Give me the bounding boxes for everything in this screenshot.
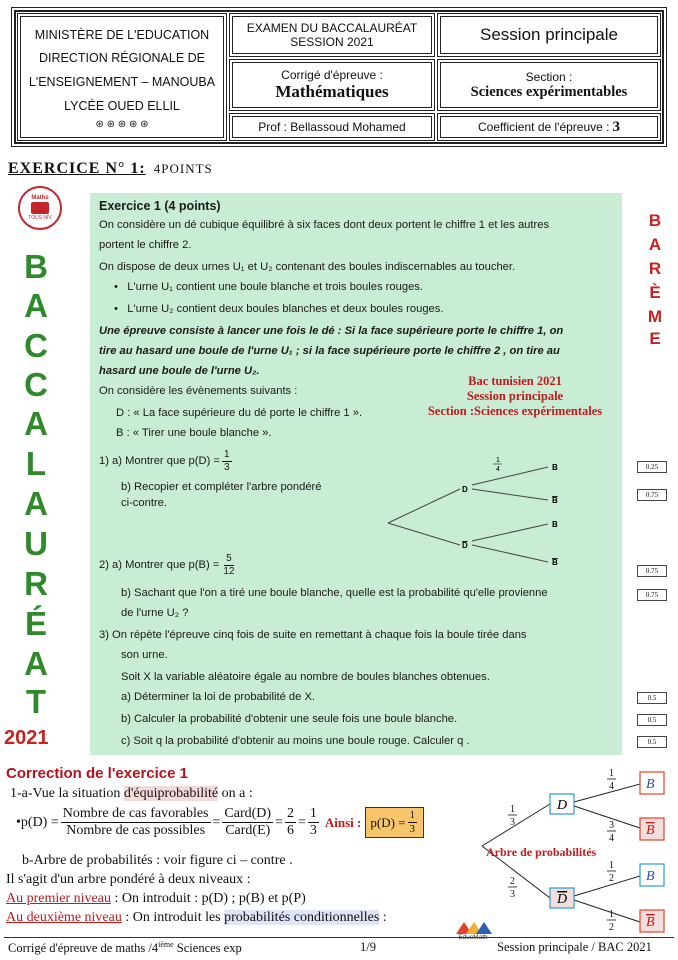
statement-p2: On dispose de deux urnes U₁ et U₂ contenant des boules indiscernables au toucher. — [99, 261, 516, 273]
footer-right: Session principale / BAC 2021 — [497, 940, 652, 954]
score-q2b: 0.75 — [637, 589, 667, 601]
p-dbar-num: 2 — [510, 876, 515, 887]
leaf-bbar-2-label: B — [646, 915, 655, 930]
tree-branch-dbar-bbar — [472, 545, 548, 562]
banner-year: 2021 — [4, 727, 49, 749]
statement-event-d: D : « La face supérieure du dé porte le chiffre 1 ». — [116, 407, 363, 419]
formula-den-2: Card(E) — [225, 823, 271, 839]
formula-den-3: 6 — [286, 823, 294, 839]
q2a-fraction — [221, 553, 236, 577]
direction-text-1: DIRECTION RÉGIONALE DE — [39, 51, 205, 66]
formula-lhs: •p(D) = — [16, 814, 59, 830]
question-1b-line2: ci-contre. — [121, 497, 168, 509]
branch-dbar-bbar — [574, 900, 640, 922]
node-d-label: D — [557, 798, 568, 813]
tree-node-dbar: D — [462, 541, 468, 550]
header-coef-cell — [440, 116, 658, 138]
banner-letter: A — [24, 405, 48, 442]
ministry-text: MINISTÈRE DE L'EDUCATION — [34, 27, 210, 42]
boxed-lhs: p(D) = — [370, 814, 406, 830]
line1a-prefix: 1-a-Vue la situation — [10, 786, 124, 801]
footer-divider — [4, 937, 674, 938]
statement-bullet-2: • L'urne U₂ contient deux boules blanches et deux boules rouges. — [114, 303, 444, 315]
header-section-cell — [440, 62, 658, 108]
question-1b-line1: b) Recopier et compléter l'arbre pondéré — [121, 481, 322, 493]
banner-letter: C — [24, 366, 48, 403]
formula-num-1: Nombre de cas favorables — [61, 806, 211, 823]
tree-branch-root-d — [388, 489, 460, 523]
q2a-den: 12 — [223, 565, 235, 577]
branch-d-b — [574, 784, 640, 802]
equiprobabilite-highlight: d'équiprobabilité — [123, 786, 219, 801]
banner-letter: T — [25, 683, 47, 720]
probability-tree — [478, 764, 678, 944]
stamp-line-3: Section :Sciences expérimentales — [427, 404, 603, 418]
exercise-statement-panel — [90, 193, 622, 755]
tree-leaf-bbar-1: B — [552, 496, 558, 505]
corrige-label: Corrigé d'épreuve : — [281, 68, 383, 82]
level2-end: : — [379, 910, 387, 925]
coef-value: 3 — [612, 118, 620, 135]
exam-title: EXAMEN DU BACCALAURÉAT — [246, 21, 418, 35]
statement-epreuve-3: hasard une boule de l'urne U₂. — [99, 365, 260, 377]
question-2b-line2: de l'urne U₂ ? — [121, 607, 189, 619]
statement-title: Exercice 1 (4 points) — [99, 199, 221, 213]
q1a-fraction — [222, 449, 232, 473]
statement-epreuve-1: Une épreuve consiste à lancer une fois le dé : Si la face supérieure porte le chiffre 1, on — [99, 325, 564, 337]
statement-p1b: portent le chiffre 2. — [99, 239, 192, 251]
bareme-letter: R — [648, 259, 662, 278]
formula-num-2: Card(D) — [222, 806, 273, 823]
school-text: LYCÉE OUED ELLIL — [64, 98, 180, 113]
banner-letter: R — [24, 565, 48, 602]
banner-letter: A — [24, 287, 48, 324]
p-d-den: 3 — [510, 817, 515, 828]
footer-page-number: 1/9 — [360, 940, 376, 954]
banner-letter: A — [24, 485, 48, 522]
question-3-line2: son urne. — [121, 649, 168, 661]
p-bbar-dbar-num: 1 — [609, 909, 614, 920]
boxed-frac — [408, 809, 418, 835]
tree-frac-den: 4 — [496, 466, 500, 473]
tree-leaf-b-2: B — [552, 520, 558, 529]
ainsi-label: Ainsi : — [324, 814, 362, 830]
direction-text-2: L'ENSEIGNEMENT – MANOUBA — [28, 75, 216, 89]
question-3c: c) Soit q la probabilité d'obtenir au moins une boule rouge. Calculer q . — [121, 735, 470, 747]
question-3a: a) Déterminer la loi de probabilité de X. — [121, 691, 316, 703]
question-3-line3: Soit X la variable aléatoire égale au nombre de boules blanches obtenues. — [121, 671, 490, 683]
node-dbar-label: D — [557, 892, 568, 907]
bullet-2-text: L'urne U₂ contient deux boules blanches et deux boules rouges. — [127, 303, 444, 315]
banner-letter: U — [24, 525, 48, 562]
equals-sign-3: = — [297, 814, 306, 830]
equals-sign-2: = — [275, 814, 283, 830]
header-ministry-cell — [20, 16, 224, 138]
formula-frac-2 — [222, 806, 273, 839]
prof-name: Prof : Bellassoud Mohamed — [258, 120, 406, 134]
tree-branch-root-dbar — [388, 523, 460, 545]
level2-label: Au deuxième niveau — [6, 910, 122, 925]
tree-branch-d-b — [472, 467, 548, 485]
footer-left-suffix: Sciences exp — [173, 941, 242, 956]
footer-left-prefix: Corrigé d'épreuve de maths /4 — [8, 941, 159, 956]
statement-event-b: B : « Tirer une boule blanche ». — [116, 427, 272, 439]
question-3b: b) Calculer la probabilité d'obtenir une seule fois une boule blanche. — [121, 713, 458, 725]
correction-line-1a — [10, 786, 253, 802]
educmath-triangles-icon — [452, 920, 494, 934]
tree-frac-num: 1 — [496, 457, 500, 464]
level2-text: : On introduit les — [121, 910, 225, 925]
header-exam-cell — [232, 16, 432, 54]
educmath-logo — [452, 920, 494, 942]
correction-formula — [16, 806, 424, 839]
footer-left-sup: ième — [158, 940, 174, 949]
q2a-num: 5 — [226, 553, 232, 564]
q1a-text: 1) a) Montrer que p(D) = — [99, 455, 220, 467]
formula-frac-3 — [285, 806, 296, 839]
correction-title: Correction de l'exercice 1 — [6, 765, 188, 782]
bareme-letter: A — [648, 235, 662, 254]
formula-num-4: 1 — [308, 806, 319, 823]
header-prof-cell — [232, 116, 432, 138]
statement-epreuve-2: tire au hasard une boule de l'urne U₁ ; si la face supérieure porte le chiffre 2 , on tire au — [99, 345, 560, 357]
formula-num-3: 2 — [285, 806, 296, 823]
question-2a — [99, 553, 238, 577]
question-1a — [99, 449, 234, 473]
logo-center-icon — [31, 202, 49, 214]
correction-level-2 — [6, 910, 387, 926]
p-b-d-den: 4 — [609, 781, 614, 792]
header-subject-cell — [232, 62, 432, 108]
q2a-text: 2) a) Montrer que p(B) = — [99, 559, 220, 571]
p-dbar-den: 3 — [510, 889, 515, 900]
score-q3a: 0.5 — [637, 692, 667, 704]
equals-sign-1: = — [212, 814, 221, 830]
score-q1b: 0.75 — [637, 489, 667, 501]
branch-dbar-b — [574, 876, 640, 896]
boxed-den: 3 — [409, 823, 416, 836]
section-name: Sciences expérimentables — [470, 83, 628, 100]
footer-left — [8, 940, 242, 956]
stamp-line-1: Bac tunisien 2021 — [468, 374, 562, 388]
exercise-tree-diagram — [380, 455, 580, 575]
question-2b-line1: b) Sachant que l'on a tiré une boule blanche, quelle est la probabilité qu'elle provienne — [121, 587, 548, 599]
coef-label: Coefficient de l'épreuve : — [478, 120, 610, 134]
tree-branch-dbar-b — [472, 524, 548, 541]
formula-den-1: Nombre de cas possibles — [66, 823, 206, 839]
score-q3c: 0.5 — [637, 736, 667, 748]
p-b-dbar-den: 2 — [609, 873, 614, 884]
banner-letter: L — [25, 445, 47, 482]
p-bbar-d-den: 4 — [609, 833, 614, 844]
stars-decoration: ⊛ ⊛ ⊛ ⊛ ⊛ — [95, 118, 149, 130]
banner-letter: B — [24, 248, 48, 285]
logo-top-text: Maths — [31, 195, 49, 201]
score-q2a: 0.75 — [637, 565, 667, 577]
p-b-d-num: 1 — [609, 768, 614, 779]
banner-letter: A — [24, 645, 48, 682]
p-bbar-dbar-den: 2 — [609, 922, 614, 933]
header-session-cell — [440, 16, 658, 54]
boxed-num: 1 — [409, 809, 416, 822]
bullet-1-text: L'urne U₁ contient une boule blanche et trois boules rouges. — [127, 281, 423, 293]
p-bbar-d-num: 3 — [609, 820, 614, 831]
tree-branch-d-bbar — [472, 489, 548, 500]
correction-line-two-levels: Il s'agit d'un arbre pondéré à deux niveaux : — [6, 872, 251, 887]
p-d-num: 1 — [510, 804, 515, 815]
exercise-heading-title: EXERCICE N° 1: — [8, 160, 146, 177]
formula-frac-4 — [308, 806, 319, 839]
logo-bottom-text: TOUS NIV — [28, 215, 52, 221]
level1-text: : On introduit : p(D) ; p(B) et p(P) — [110, 891, 306, 906]
formula-frac-1 — [61, 806, 211, 839]
q1a-den: 3 — [223, 461, 230, 473]
bareme-letter: È — [649, 283, 661, 302]
boxed-result — [365, 807, 424, 837]
section-label: Section : — [525, 69, 573, 84]
bareme-letter: E — [649, 329, 661, 348]
conditional-highlight: probabilités conditionnelles — [224, 910, 380, 925]
branch-d-bbar — [574, 806, 640, 828]
score-q3b: 0.5 — [637, 714, 667, 726]
tree-leaf-b-1: B — [552, 463, 558, 472]
banner-letter: É — [24, 605, 47, 642]
exercise-heading — [8, 160, 213, 178]
formula-den-4: 3 — [309, 823, 317, 839]
bac-stamp — [404, 374, 626, 419]
banner-letter: C — [24, 327, 48, 364]
tree-node-d: D — [462, 485, 468, 494]
statement-p1a: On considère un dé cubique équilibré à six faces dont deux portent le chiffre 1 et les autres — [99, 219, 550, 231]
correction-level-1 — [6, 891, 306, 907]
bareme-letter: B — [648, 211, 662, 230]
p-b-dbar-num: 1 — [609, 860, 614, 871]
subject-name: Mathématiques — [275, 82, 389, 101]
leaf-b-1-label: B — [646, 777, 655, 792]
branch-root-d — [482, 804, 550, 846]
stamp-line-2: Session principale — [466, 389, 564, 403]
exercise-heading-points: 4POINTS — [153, 161, 213, 176]
leaf-b-2-label: B — [646, 869, 655, 884]
leaf-bbar-1-label: B — [646, 823, 655, 838]
bareme-letter: M — [647, 307, 663, 326]
level1-label: Au premier niveau — [6, 891, 111, 906]
question-3-line1: 3) On répète l'épreuve cinq fois de suite en remettant à chaque fois la boule tirée dans — [99, 629, 527, 641]
line1a-suffix: on a : — [218, 786, 253, 801]
maths-logo — [18, 186, 62, 230]
statement-bullet-1: • L'urne U₁ contient une boule blanche et trois boules rouges. — [114, 281, 423, 293]
statement-events-intro: On considère les évènements suivants : — [99, 385, 298, 397]
exam-session: SESSION 2021 — [290, 35, 374, 49]
session-type: Session principale — [480, 25, 618, 44]
q1a-num: 1 — [223, 449, 230, 460]
score-q1a: 0.25 — [637, 461, 667, 473]
tree-caption: Arbre de probabilités — [486, 845, 597, 859]
tree-leaf-bbar-2: B — [552, 558, 558, 567]
correction-line-b: b-Arbre de probabilités : voir figure ci – contre . — [22, 853, 293, 868]
